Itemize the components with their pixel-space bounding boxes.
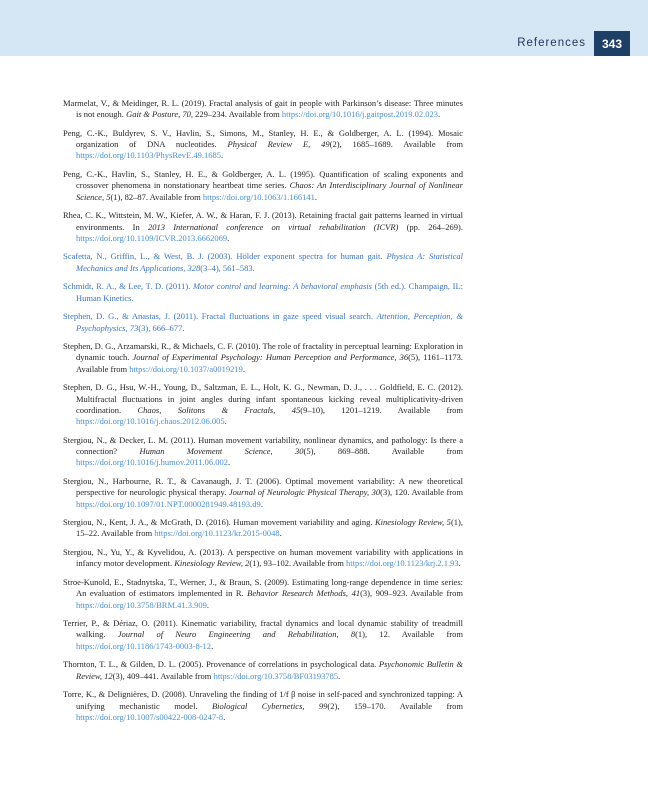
doi-link[interactable]: https://doi.org/10.1123/kr.2015-0048 — [154, 528, 280, 539]
reference-item — [63, 435, 463, 469]
ref-details: (9–10), 1201–1219. Available from — [300, 404, 463, 415]
ref-source: Journal of Neurologic Physical Therapy, 30 — [228, 487, 381, 498]
ref-text: Stephen, D. G., Arzamarski, R., & Michaels, C. F. (2010). The role of fractality in perceptual learning: Exploration in dynamic touch. — [63, 341, 463, 363]
ref-end: . — [206, 599, 210, 610]
running-title: References — [517, 37, 586, 49]
reference-item — [63, 128, 463, 162]
ref-details: (3), 120. Available from — [380, 487, 463, 498]
ref-details: (5th ed.). Champaign, IL: Human Kinetics. — [76, 281, 463, 303]
doi-link[interactable]: https://doi.org/10.1103/PhysRevE.49.1685 — [76, 150, 221, 161]
doi-link[interactable]: https://doi.org/10.1007/s00422-008-0247-8 — [76, 711, 224, 722]
ref-text: Stroe-Kunold, E., Stadnytska, T., Werner, J., & Braun, S. (2009). Estimating long-range dependence in time series: An evaluation of estimators implemented in R. — [63, 576, 463, 599]
reference-item-cited[interactable] — [63, 311, 463, 334]
ref-source: Human Movement Science, 30 — [139, 446, 304, 457]
reference-item-cited[interactable] — [63, 251, 463, 274]
ref-text: Marmelat, V., & Meidinger, R. L. (2019). Fractal analysis of gait in people with Parkinson’s disease: Three minutes is not enough. — [63, 98, 463, 120]
doi-link[interactable]: https://doi.org/10.3758/BF03193785 — [213, 670, 339, 681]
ref-source: Physical Review E, 49 — [227, 139, 330, 150]
reference-item — [63, 98, 463, 121]
ref-end: . — [211, 640, 214, 651]
ref-text: Stergiou, N., Harbourne, R. T., & Cavanaugh, J. T. (2006). Optimal movement variability: A new theoretical perspective for neurologic physical therapy. — [63, 475, 463, 498]
reference-item — [63, 476, 463, 510]
ref-text: Peng, C.-K., Buldyrev, S. V., Havlin, S., Simons, M., Stanley, H. E., & Goldberger, A. L. (1994). Mosaic organization of DNA nucleotides. — [63, 127, 463, 150]
ref-source: Kinesiology Review, 2 — [174, 558, 250, 569]
ref-details: (2), 1685–1689. Available from — [329, 139, 463, 150]
ref-details: (2), 159–170. Available from — [327, 700, 463, 711]
ref-end: . — [227, 457, 231, 468]
ref-end: . — [438, 109, 441, 120]
reference-item — [63, 341, 463, 375]
reference-item — [63, 382, 463, 427]
ref-end: . — [260, 498, 263, 509]
page-header — [0, 0, 648, 56]
ref-source: Physica A: Statistical Mechanics and Its Applications, 328 — [76, 251, 464, 273]
ref-source: Journal of Neuro Engineering and Rehabilitation, 8 — [117, 629, 356, 640]
ref-text: Stephen, D. G., & Anastas, J. (2011). Fractal fluctuations in gaze speed visual search. — [63, 311, 377, 322]
ref-text: Torre, K., & Delignières, D. (2008). Unraveling the finding of 1/f β noise in self-paced and synchronized tapping: A unifying mechanistic model. — [63, 689, 463, 711]
reference-item — [63, 517, 463, 540]
ref-details: (5), 869–888. Available from — [303, 446, 463, 457]
ref-end: . — [223, 711, 226, 722]
reference-item — [63, 618, 463, 652]
ref-details: (3–4), 561–583. — [200, 262, 255, 273]
ref-text: Scafetta, N., Griffin, L., & West, B. J. (2003). Hölder exponent spectra for human gait. — [63, 251, 387, 262]
doi-link[interactable]: https://doi.org/10.3758/BRM.41.3.909 — [76, 599, 207, 610]
ref-text: Stephen, D. G., Hsu, W.-H., Young, D., Saltzman, E. L., Holt, K. G., Newman, D. J., . . . Goldfield, E. C. (2012). Multifractal fluctuations in joint angles during infant spontaneous kicking reveal multiplicativity-driven coordination. — [63, 382, 463, 415]
doi-link[interactable]: https://doi.org/10.1109/ICVR.2013.6662069 — [76, 232, 228, 243]
ref-text: Stergiou, N., & Decker, L. M. (2011). Human movement variability, nonlinear dynamics, and pathology: Is there a connection? — [63, 434, 463, 457]
doi-link[interactable]: https://doi.org/10.1097/01.NPT.0000281949.48193.d9 — [76, 498, 261, 509]
ref-details: (3), 666–677. — [138, 322, 185, 333]
doi-link[interactable]: https://doi.org/10.1186/1743-0003-8-12 — [76, 640, 212, 651]
reference-list — [63, 98, 463, 730]
ref-details: (1), 15–22. Available from — [76, 517, 463, 539]
ref-end: . — [227, 232, 230, 243]
ref-details: (1), 12. Available from — [355, 629, 463, 640]
doi-link[interactable]: https://doi.org/10.1063/1.166141 — [202, 191, 315, 202]
ref-source: Motor control and learning: A behavioral emphasis — [192, 281, 372, 292]
ref-details: (1), 82–87. Available from — [110, 191, 203, 202]
ref-source: Chaos, Solitons & Fractals, 45 — [137, 404, 301, 415]
doi-link[interactable]: https://doi.org/10.1016/j.gaitpost.2019.02.023 — [281, 109, 439, 120]
ref-text: Terrier, P., & Dériaz, O. (2011). Kinematic variability, fractal dynamics and local dynamic stability of treadmill walking. — [63, 618, 463, 640]
ref-details: (1), 93–102. Available from — [249, 558, 346, 569]
ref-end: . — [338, 670, 341, 681]
ref-text: Rhea, C. K., Wittstein, M. W., Kiefer, A. W., & Haran, F. J. (2013). Retaining fractal gait patterns learned in virtual environments. In — [63, 210, 463, 232]
ref-source: Behavior Research Methods, 41 — [247, 588, 361, 599]
ref-end: . — [220, 150, 224, 161]
ref-source: Gait & Posture, 70, — [126, 109, 194, 120]
reference-item — [63, 210, 463, 244]
ref-end: . — [224, 416, 227, 427]
ref-source: Chaos: An Interdisciplinary Journal of Nonlinear Science, 5 — [76, 180, 463, 202]
ref-source: Biological Cybernetics, 99 — [211, 700, 328, 711]
ref-source: 2013 International conference on virtual rehabilitation (ICVR) — [147, 221, 399, 232]
doi-link[interactable]: https://doi.org/10.1037/a0019219 — [129, 363, 243, 374]
doi-link[interactable]: https://doi.org/10.1123/krj.2.1.93 — [346, 558, 459, 569]
doi-link[interactable]: https://doi.org/10.1016/j.humov.2011.06.002 — [76, 457, 228, 468]
ref-source: Psychonomic Bulletin & Review, 12 — [76, 659, 463, 681]
reference-item — [63, 689, 463, 723]
doi-link[interactable]: https://doi.org/10.1016/j.chaos.2012.06.005 — [76, 416, 225, 427]
ref-details: (3), 409–441. Available from — [112, 670, 214, 681]
ref-text: Schmidt, R. A., & Lee, T. D. (2011). — [63, 281, 193, 292]
ref-end: . — [279, 528, 282, 539]
ref-text: Stergiou, N., Kent, J. A., & McGrath, D. (2016). Human movement variability and aging. — [63, 517, 375, 528]
ref-details: 229–234. Available from — [193, 109, 282, 120]
ref-source: Journal of Experimental Psychology: Human Perception and Performance, 36 — [132, 352, 409, 363]
reference-item-cited[interactable] — [63, 281, 463, 304]
reference-item — [63, 547, 463, 570]
page-number: 343 — [594, 31, 630, 56]
ref-end: . — [242, 363, 245, 374]
ref-source: Kinesiology Review, 5 — [375, 517, 451, 528]
ref-end: . — [458, 558, 461, 569]
ref-details: (3), 909–923. Available from — [360, 588, 463, 599]
ref-text: Peng, C.-K., Havlin, S., Stanley, H. E., & Goldberger, A. L. (1995). Quantification of scaling exponents and crossover phenomena in nonstationary heartbeat time series. — [63, 169, 463, 191]
reference-item — [63, 659, 463, 682]
ref-text: Stergiou, N., Yu, Y., & Kyvelidou, A. (2013). A perspective on human movement variability with applications in infancy motor development. — [63, 547, 463, 569]
ref-source: Attention, Perception, & Psychophysics, 73 — [76, 311, 463, 333]
reference-item — [63, 169, 463, 203]
ref-details: (pp. 264–269). — [398, 221, 463, 232]
ref-details: (5), 1161–1173. Available from — [76, 352, 464, 374]
reference-item — [63, 577, 463, 611]
ref-end: . — [314, 191, 317, 202]
ref-text: Thornton, T. L., & Gilden, D. L. (2005). Provenance of correlations in psychological data. — [63, 659, 379, 670]
